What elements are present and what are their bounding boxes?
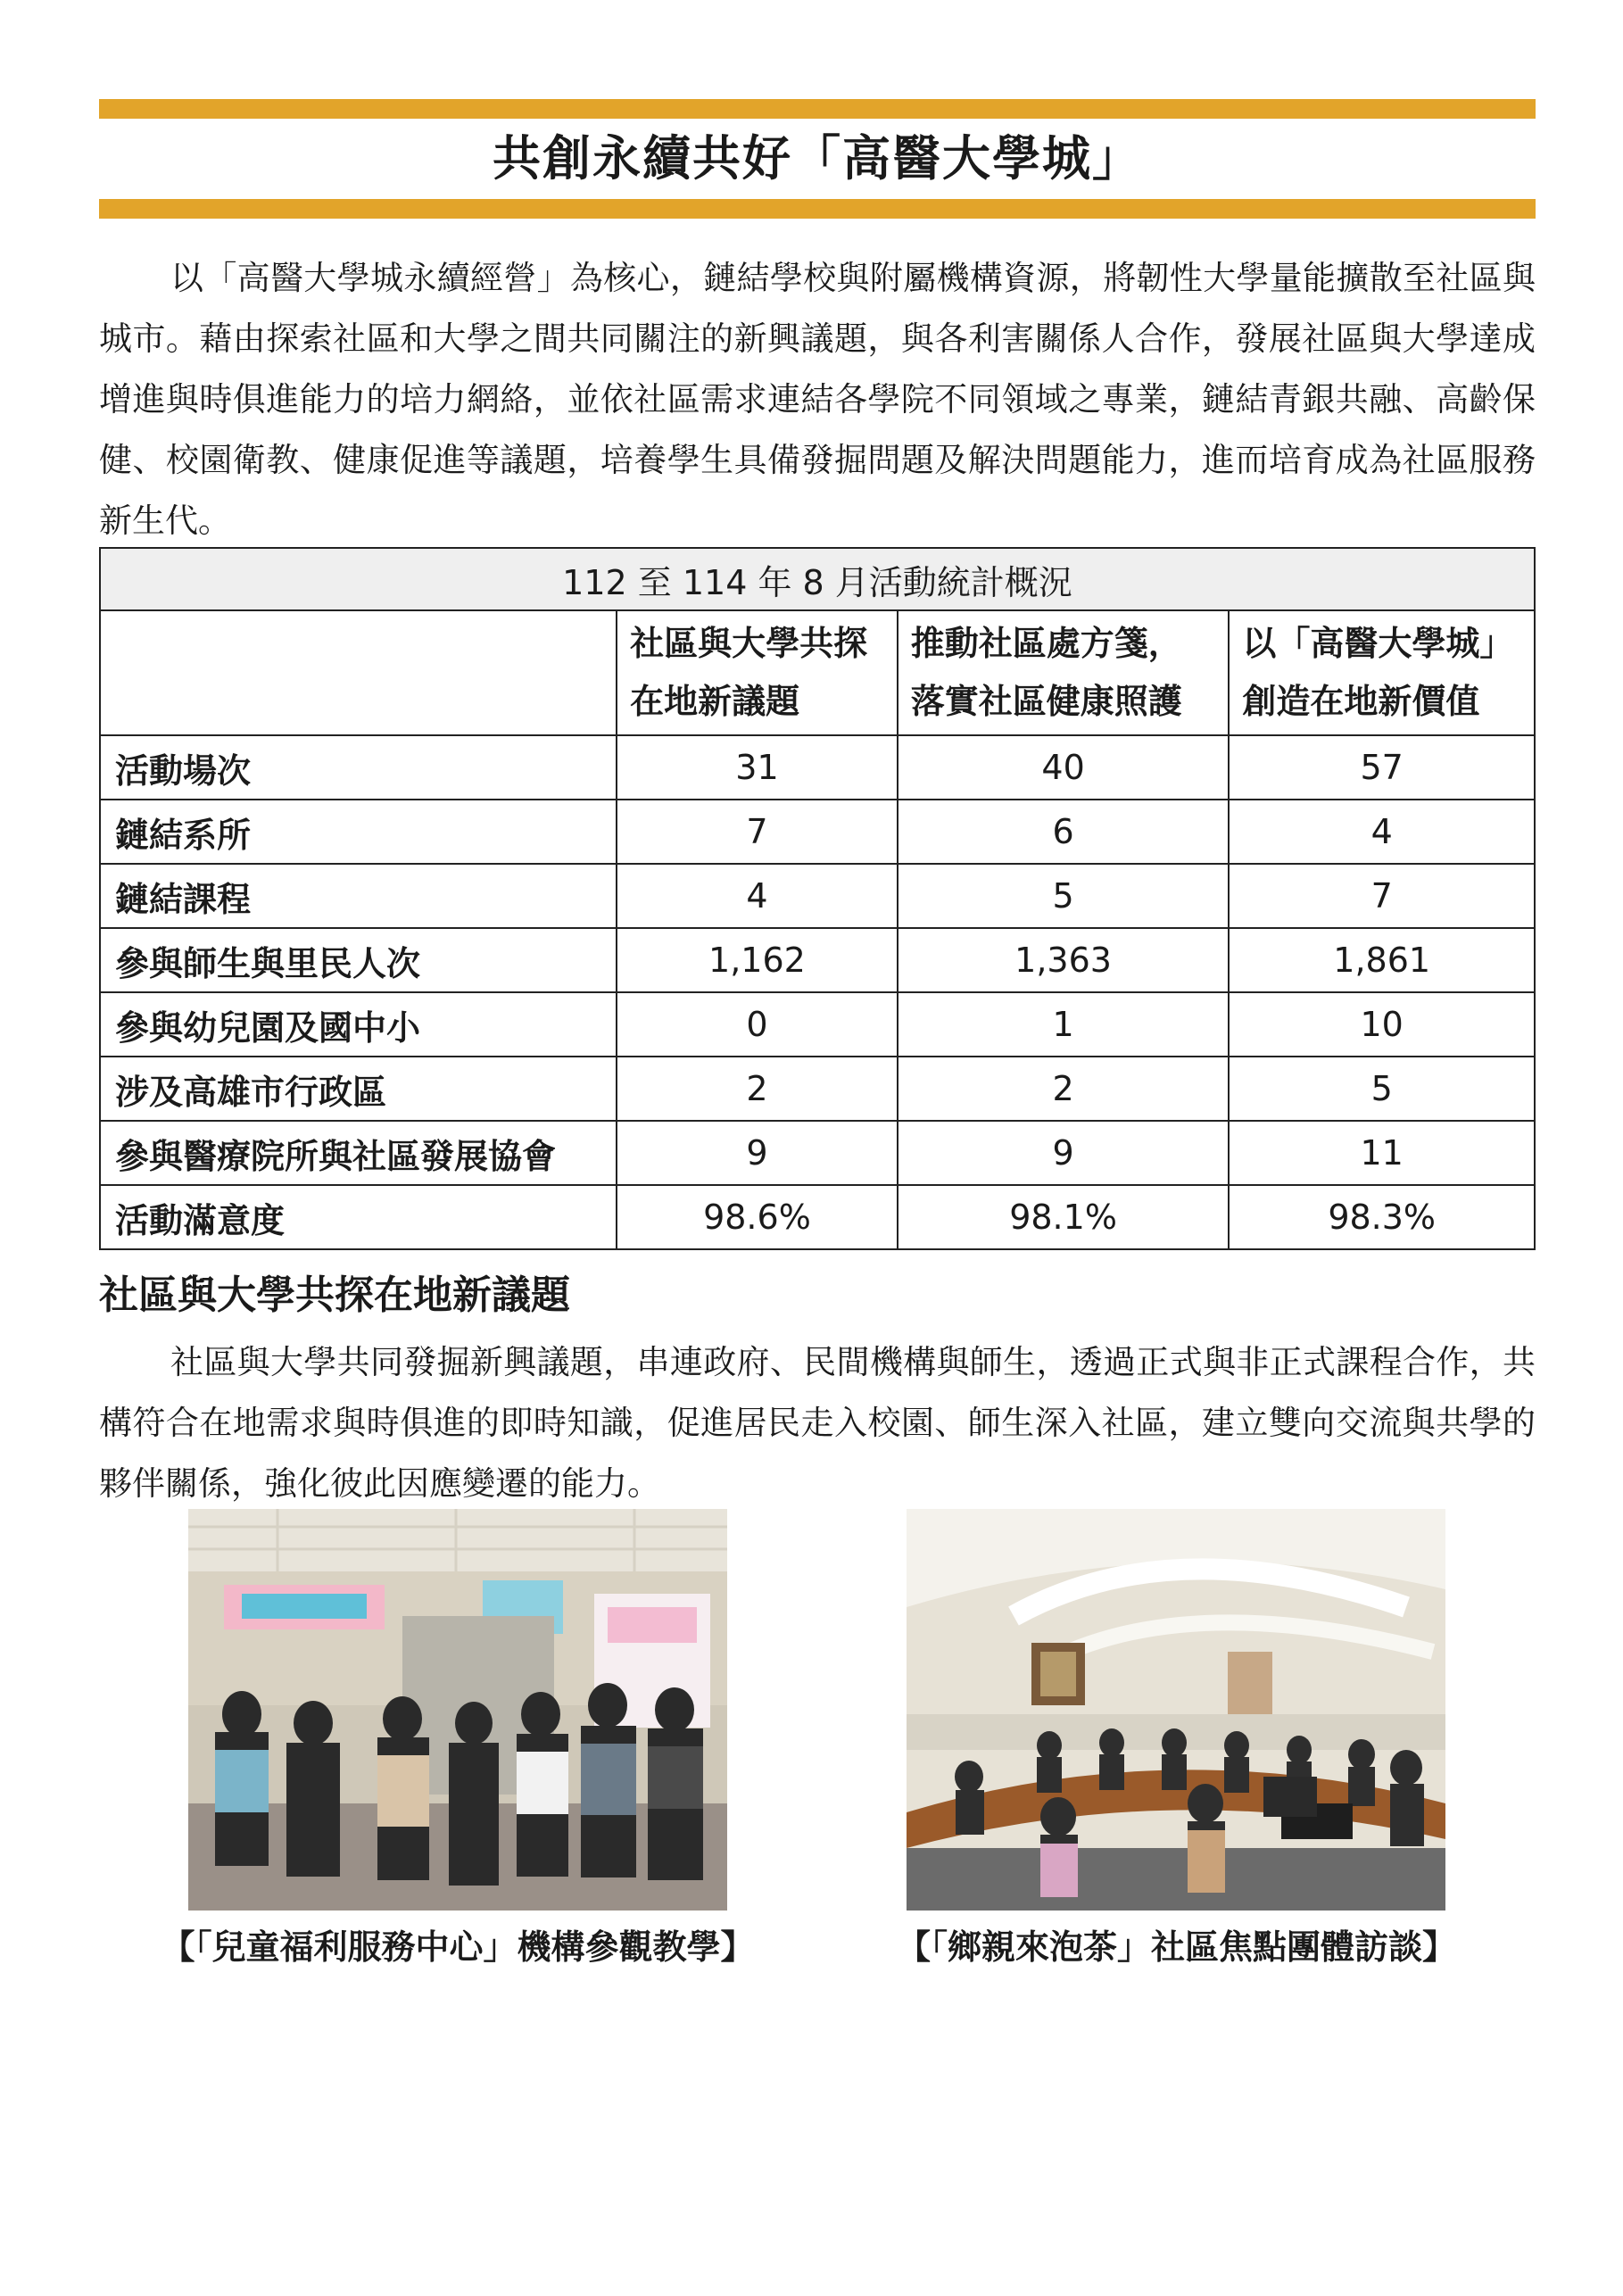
- table-cell: 31: [617, 735, 898, 800]
- photo-caption-left: 【「兒童福利服務中心」機構參觀教學】: [161, 1927, 755, 1967]
- table-cell: 0: [617, 992, 898, 1057]
- childrens-center-visit-photo: [188, 1509, 727, 1911]
- column-header: 社區與大學共探在地新議題: [617, 610, 898, 735]
- row-label: 參與幼兒園及國中小: [100, 992, 617, 1057]
- table-row: [100, 735, 1535, 800]
- table-cell: 11: [1229, 1121, 1535, 1185]
- header-top-rule: [99, 99, 1536, 119]
- row-label: 鏈結系所: [100, 800, 617, 864]
- table-cell: 40: [898, 735, 1230, 800]
- table-cell: 4: [1229, 800, 1535, 864]
- community-focus-group-photo: [907, 1509, 1445, 1911]
- row-label: 鏈結課程: [100, 864, 617, 928]
- header-bottom-rule: [99, 199, 1536, 219]
- table-cell: 4: [617, 864, 898, 928]
- table-cell: 98.6%: [617, 1185, 898, 1249]
- activity-stats-table: [99, 547, 1536, 1250]
- table-cell: 9: [898, 1121, 1230, 1185]
- table-row: [100, 928, 1535, 992]
- table-cell: 2: [617, 1057, 898, 1121]
- table-cell: 7: [1229, 864, 1535, 928]
- row-label: 參與師生與里民人次: [100, 928, 617, 992]
- row-label: 活動滿意度: [100, 1185, 617, 1249]
- intro-paragraph: 以「高醫大學城永續經營」為核心，鏈結學校與附屬機構資源，將韌性大學量能擴散至社區與城市。藉由探索社區和大學之間共同關注的新興議題，與各利害關係人合作，發展社區與大學達成增進與時俱進能力的培力網絡，並依社區需求連結各學院不同領域之專業，鏈結青銀共融、高齡保健、校園衛教、健康促進等議題，培養學生具備發掘問題及解決問題能力，進而培育成為社區服務新生代。: [99, 259, 1536, 540]
- column-header: 推動社區處方箋，落實社區健康照護: [898, 610, 1230, 735]
- table-cell: 98.3%: [1229, 1185, 1535, 1249]
- table-cell: 2: [898, 1057, 1230, 1121]
- table-row: [100, 800, 1535, 864]
- table-cell: 10: [1229, 992, 1535, 1057]
- header-empty-cell: [100, 610, 617, 735]
- table-row: [100, 1057, 1535, 1121]
- table-cell: 5: [1229, 1057, 1535, 1121]
- table-cell: 7: [617, 800, 898, 864]
- table-cell: 9: [617, 1121, 898, 1185]
- row-label: 參與醫療院所與社區發展協會: [100, 1121, 617, 1185]
- table-caption: 112 至 114 年 8 月活動統計概況: [100, 548, 1535, 610]
- table-header-row: [100, 610, 1535, 735]
- table-cell: 1: [898, 992, 1230, 1057]
- table-row: [100, 992, 1535, 1057]
- column-header: 以「高醫大學城」創造在地新價值: [1229, 610, 1535, 735]
- photo-caption-right: 【「鄉親來泡茶」社區焦點團體訪談】: [896, 1927, 1456, 1967]
- section-title: 社區與大學共探在地新議題: [99, 1272, 570, 1318]
- table-caption-row: [100, 548, 1535, 610]
- row-label: 活動場次: [100, 735, 617, 800]
- table-cell: 1,162: [617, 928, 898, 992]
- table-row: [100, 1121, 1535, 1185]
- table-cell: 6: [898, 800, 1230, 864]
- page-title: 共創永續共好「高醫大學城」: [493, 130, 1142, 186]
- section-paragraph: 社區與大學共同發掘新興議題，串連政府、民間機構與師生，透過正式與非正式課程合作，共構符合在地需求與時俱進的即時知識，促進居民走入校園、師生深入社區，建立雙向交流與共學的夥伴關係，強化彼此因應變遷的能力。: [99, 1343, 1536, 1503]
- table-cell: 57: [1229, 735, 1535, 800]
- table-cell: 1,363: [898, 928, 1230, 992]
- table-row: [100, 1185, 1535, 1249]
- table-cell: 98.1%: [898, 1185, 1230, 1249]
- table-cell: 1,861: [1229, 928, 1535, 992]
- row-label: 涉及高雄市行政區: [100, 1057, 617, 1121]
- table-row: [100, 864, 1535, 928]
- table-cell: 5: [898, 864, 1230, 928]
